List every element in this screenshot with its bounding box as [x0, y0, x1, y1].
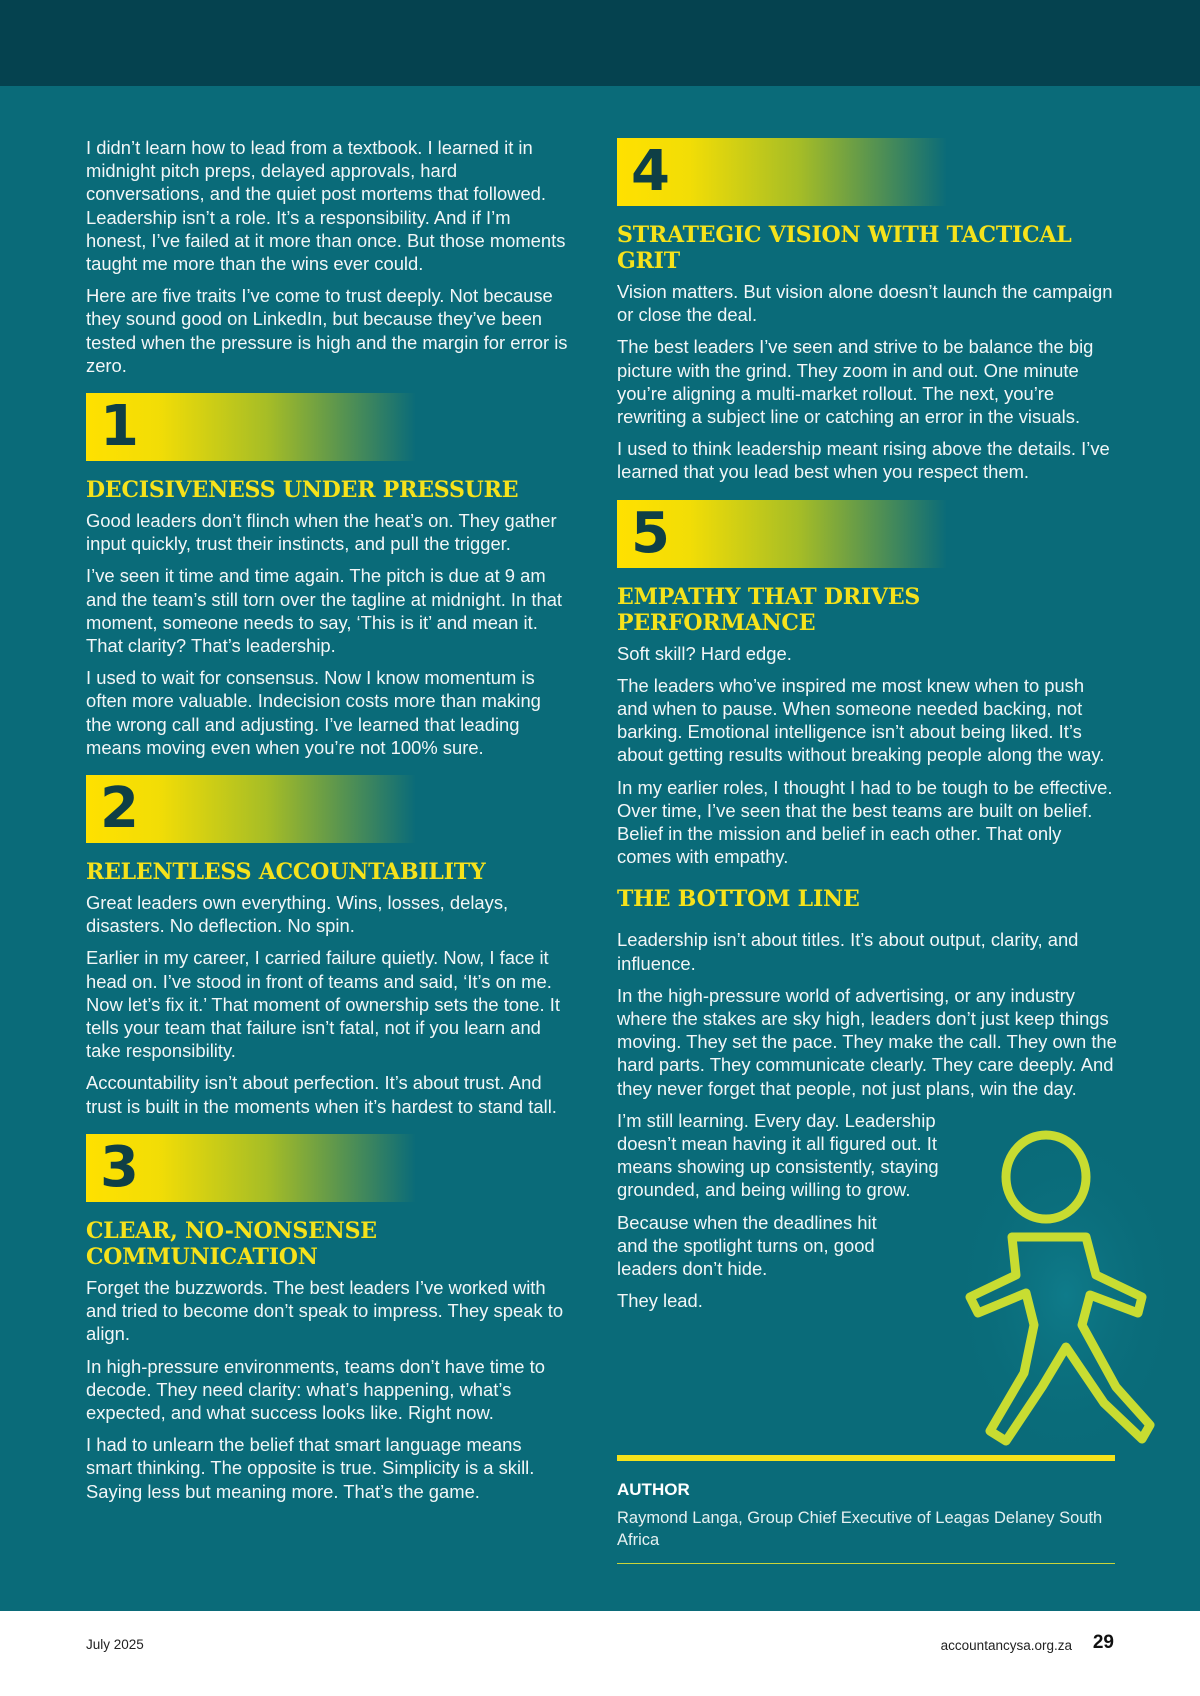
body-paragraph: I’m still learning. Every day. Leadership doesn’t mean having it all figured out. It means showing up consistently, staying grounded, and being willing to grow.	[617, 1109, 939, 1201]
body-paragraph: The best leaders I’ve seen and strive to be balance the big picture with the grind. They zoom in and out. One minute you’re aligning a multi-market rollout. The next, you’re rewriting a subject line or catching an error in the visuals.	[617, 336, 1094, 428]
issue-date: July 2025	[86, 1637, 144, 1652]
bottom-line-heading: THE BOTTOM LINE	[617, 886, 860, 913]
trait-number-badge	[617, 500, 947, 568]
chalk-walking-figure-icon	[946, 1125, 1176, 1465]
body-paragraph: I’ve seen it time and time again. The pitch is due at 9 am and the team’s still torn over the tagline at midnight. In that moment, someone needs to say, ‘This is it’ and mean it. That clarity? That’s leadership.	[86, 565, 563, 657]
website-link[interactable]: accountancysa.org.za	[940, 1638, 1072, 1653]
body-paragraph: Leadership isn’t about titles. It’s about output, clarity, and influence.	[617, 929, 1079, 974]
trait-heading: DECISIVENESS UNDER PRESSURE	[86, 477, 519, 504]
intro-paragraph: Here are five traits I’ve come to trust deeply. Not because they sound good on LinkedIn, but because they’ve been tested when the pressure is high and the margin for error is zero.	[86, 285, 568, 376]
author-box	[617, 1455, 1115, 1564]
trait-number: 5	[631, 500, 670, 566]
left-column	[86, 86, 570, 1512]
body-paragraph: Soft skill? Hard edge.	[617, 642, 792, 664]
trait-heading: EMPATHY THAT DRIVES PERFORMANCE	[617, 583, 921, 636]
body-paragraph: In the high-pressure world of advertising, or any industry where the stakes are sky high, leaders don’t just keep things moving. They set the pace. They make the call. They own the hard parts. They communicate clearly. They care deeply. And they never forget that people, not just plans, win the day.	[617, 984, 1117, 1099]
body-paragraph: Accountability isn’t about perfection. It’s about trust. And trust is built in the moments when it’s hardest to stand tall.	[86, 1072, 557, 1117]
trait-number-badge	[86, 775, 416, 843]
body-paragraph: Forget the buzzwords. The best leaders I’ve worked with and tried to become don’t speak to impress. They speak to align.	[86, 1276, 564, 1345]
trait-heading: RELENTLESS ACCOUNTABILITY	[86, 859, 486, 886]
trait-number: 4	[631, 139, 670, 204]
trait-number-badge	[86, 393, 416, 461]
trait-number-badge	[617, 138, 947, 206]
top-banner	[0, 0, 1200, 86]
body-paragraph: Good leaders don’t flinch when the heat’s on. They gather input quickly, trust their instincts, and pull the trigger.	[86, 510, 557, 555]
trait-heading: STRATEGIC VISION WITH TACTICAL GRIT	[617, 222, 1072, 274]
trait-number: 3	[100, 1134, 139, 1200]
closing-line: They lead.	[617, 1290, 703, 1312]
body-paragraph: I had to unlearn the belief that smart language means smart thinking. The opposite is true. Simplicity is a skill. Saying less but meaning more. That’s the game.	[86, 1434, 535, 1502]
trait-number: 1	[100, 394, 139, 460]
body-paragraph: Great leaders own everything. Wins, losses, delays, disasters. No deflection. No spin.	[86, 892, 509, 937]
body-paragraph: The leaders who’ve inspired me most knew when to push and when to pause. When someone needed backing, not barking. Emotional intelligence isn’t about being liked. It’s about getting results without breaking people along the way.	[617, 674, 1105, 766]
body-paragraph: Vision matters. But vision alone doesn’t launch the campaign or close the deal.	[617, 281, 1113, 326]
trait-heading: CLEAR, NO-NONSENSE COMMUNICATION	[86, 1217, 377, 1270]
body-paragraph: Because when the deadlines hit and the spotlight turns on, good leaders don’t hide.	[617, 1211, 877, 1280]
author-name: Raymond Langa, Group Chief Executive of Leagas Delaney South Africa	[617, 1507, 1115, 1564]
intro-paragraph: I didn’t learn how to lead from a textbook. I learned it in midnight pitch preps, delayed approvals, hard conversations, and the quiet post mortems that followed. Leadership isn’t a role. It’s a responsibility. And if I’m honest, I’ve failed at it more than once. But those moments taught me more than the wins ever could.	[86, 137, 566, 275]
page-number: 29	[1092, 1632, 1114, 1653]
body-paragraph: I used to wait for consensus. Now I know momentum is often more valuable. Indecision costs more than making the wrong call and adjusting. I’ve learned that leading means moving even when you’re not 100% sure.	[86, 667, 541, 758]
trait-number: 2	[100, 776, 139, 842]
trait-number-badge	[86, 1134, 416, 1202]
page-footer	[0, 1611, 1200, 1696]
body-paragraph: In my earlier roles, I thought I had to be tough to be effective. Over time, I’ve seen that the best teams are built on belief. Belief in the mission and belief in each other. That only comes with empathy.	[617, 776, 1113, 868]
author-label: AUTHOR	[617, 1480, 690, 1499]
body-paragraph: Earlier in my career, I carried failure quietly. Now, I face it head on. I’ve stood in front of teams and said, ‘It’s on me. Now let’s fix it.’ That moment of ownership sets the tone. It tells your team that failure isn’t fatal, not if you learn and take responsibility.	[86, 947, 560, 1062]
body-paragraph: In high-pressure environments, teams don’t have time to decode. They need clarity: what’s happening, what’s expected, and what success looks like. Right now.	[86, 1355, 545, 1423]
body-paragraph: I used to think leadership meant rising above the details. I’ve learned that you lead best when you respect them.	[617, 438, 1110, 483]
